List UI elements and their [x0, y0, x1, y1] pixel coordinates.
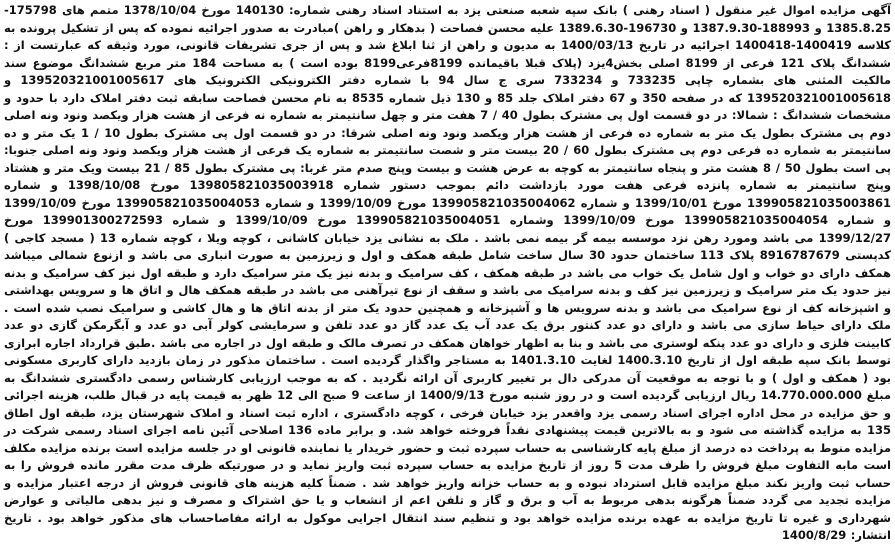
auction-notice-text: [4, 2, 891, 545]
auction-notice-body: آگهی مزایده اموال غیر منقول ( اسناد رهنی ) بانک سپه شعبه صنعتی یزد به استناد اسناد رهنی شماره: 140130 مورخ 1378/10/04 متمم های 175798-1385.8.25 و 188993-1387.9.30 و 196730-1389.6.30 علیه محسن فصاحت ( بدهکار و راهن )مبادرت به صدور اجرائیه نموده که پس از تشکیل پرونده به کلاسه 1400419-1400418 اجرائیه در تاریخ 1400/03/13 به مدیون و راهن از ثنا ابلاغ شد و پس از جری تشریفات قانونی، مورد وثیقه که عبارتست از : ششدانگ پلاک 121 فرعی از 8199 اصلی بخش4یزد (پلاک قبلا باقیمانده 8199فرعی8199 بوده است ) به مساحت 184 متر مربع ششدانگ موضوع سند مالکیت المثنی های بشماره چاپی 733235 و 733234 سری ج سال 94 با شماره دفتر الکترونیکی الکترونیک های 139520321001005617 و 139520321001005618 که در صفحه 350 و 67 دفتر املاک جلد 85 و 130 ذیل شماره 8535 به نام محسن فصاحت سابقه ثبت دفتر املاک دارد با حدود و مشخصات ششدانگ : شمالا: در دو قسمت اول پی مشترک بطول 40 / 7 هفت متر و چهل سانتیمتر به شماره نه فرعی از هشت هزار ویکصد ونود ونه اصلی دوم پی مشترک بطول یک متر به شماره ده فرعی از هشت هزار ویکصد ونود ونه اصلی شرقا: در دو قسمت اول پی مشترک بطول 10 / 1 یک متر و ده سانتیمتر به شماره ده فرعی دوم پی مشترک بطول 60 / 20 بیست متر و شصت سانتیمتر به شماره یک فرعی از هشت هزار ویکصد ونود ونه اصلی جنوبا: پی است بطول 50 / 8 هشت متر و پنجاه سانتیمتر به کوچه به عرض هشت و بیست وپنج صدم متر غربا: پی مشترک بطول 85 / 21 بیست ویک متر و هشتاد وپنج سانتیمتر به شماره پانزده فرعی هفت مورد بازداشت دائم بموجب دستور شماره 139805821035003918 مورخ 1398/10/08 و شماره 139905821035003861 مورخ 1399/10/01 و شماره 139905821035004062 مورخ 1399/10/09 و شماره 139905821035004053 مورخ 1399/10/09 و شماره 139905821035004054 مورخ 1399/10/09 وشماره 139905821035004051 مورخ 1399/10/09 و شماره 139901300272593 مورخ 1399/12/27 می باشد ومورد رهن نزد موسسه بیمه گر بیمه نمی باشد . ملک به نشانی یزد خیابان کاشانی ، کوچه ویلا ، کوچه شماره 13 ( مسجد کاجی ) کدپستی 8916787679 پلاک 113 ساختمان حدود 30 سال ساخت شامل طبقه همکف و اول و زیرزمین به صورت انباری می باشد و ازنوع شمالی میباشد همکف دارای دو خواب و اول شامل یک خواب می باشد در طبقه همکف ، کف سرامیک و بدنه نیز یک متر سرامیک دارد و طبقه اول نیز کف سرامیک و بدنه نیز حدود یک متر سرامیک و زیرزمین نیز کف و بدنه سرامیک می باشد و سقف از نوع تیرآهنی می باشد در طبقه همکف هال و اتاق ها و سرویس بهداشتی و اشپزخانه کف از نوع سرامیک می باشد و بدنه سرویس ها و آشپزخانه و همچنین حدود یک متر از بدنه اتاق ها و هال کاشی و سرامیک نصب شده است . ملک دارای حیاط سازی می باشد و دارای دو عدد کنتور برق یک عدد آب یک عدد گاز دو عدد تلفن و سرمایشی کولر آبی دو عدد و آبگرمکن گازی دو عدد کابینت فلزی و دارای دو عدد پنکه لوستری می باشد و بنا به اظهار خواهان همکف در تصرف مالک و طبقه اول در اجاره می باشد .طبق قرارداد اجاره ابرازی توسط بانک سپه طبقه اول از تاریخ 1400.3.10 لغایت 1401.3.10 به مستاجر واگذار گردیده است . ساختمان مذکور در زمان بازدید دارای کاربری مسکونی بود ( همکف و اول ) و با توجه به موقعیت آن مدرکی دال بر تغییر کاربری آن ارائه نگردید . که به موجب ارزیابی کارشناس رسمی دادگستری ششدانگ به مبلغ 14.770.000.000 ریال ارزیابی گردیده است و در روز شنبه مورخ 1400/9/13 از ساعت 9 صبح الی 12 ظهر به قیمت پایه در قبال طلب، هزینه اجرائی و حق مزایده در محل اداره اجرای اسناد رسمی یزد واقعدر یزد خیابان فرخی ، کوچه دادگستری ، اداره ثبت اسناد و املاک شهرستان یزد، طبقه اول اطاق 135 به مزایده گذاشته می شود و به بالاترین قیمت پیشنهادی نقداً فروخته خواهد شد. و برابر ماده 136 اصلاحی آئین نامه اجرای اسناد رسمی شرکت در مزایده منوط به پرداخت ده درصد از مبلغ پایه کارشناسی به حساب سپرده ثبت و حضور خریدار یا نماینده قانونی او در جلسه مزایده است برنده مزایده مکلف است مابه التفاوت مبلغ فروش را ظرف مدت 5 روز از تاریخ مزایده به حساب سپرده ثبت واریز نماید و در صورتیکه ظرف مدت مقرر مانده فروش را به حساب ثبت واریز نکند مبلغ مزایده قابل استرداد نبوده و به حساب خزانه واریز خواهد شد . ضمناً کلیه هزینه های قانونی فروش از درجه اعتبار مزایده و مزایده تجدید می گردد ضمناً هرگونه بدهی مربوط به آب و برق و گاز و تلفن اعم از انشعاب و یا حق اشتراک و مصرف و نیز بدهی مالیاتی و عوارض شهرداری و غیره تا تاریخ مزایده به عهده برنده مزایده خواهد بود و تنظیم سند انتقال اجرایی موکول به ارائه مفاصاحساب های مذکور خواهد بود . تاریخ انتشار:: [4, 3, 892, 542]
publication-date: 1400/8/29: [781, 528, 847, 542]
